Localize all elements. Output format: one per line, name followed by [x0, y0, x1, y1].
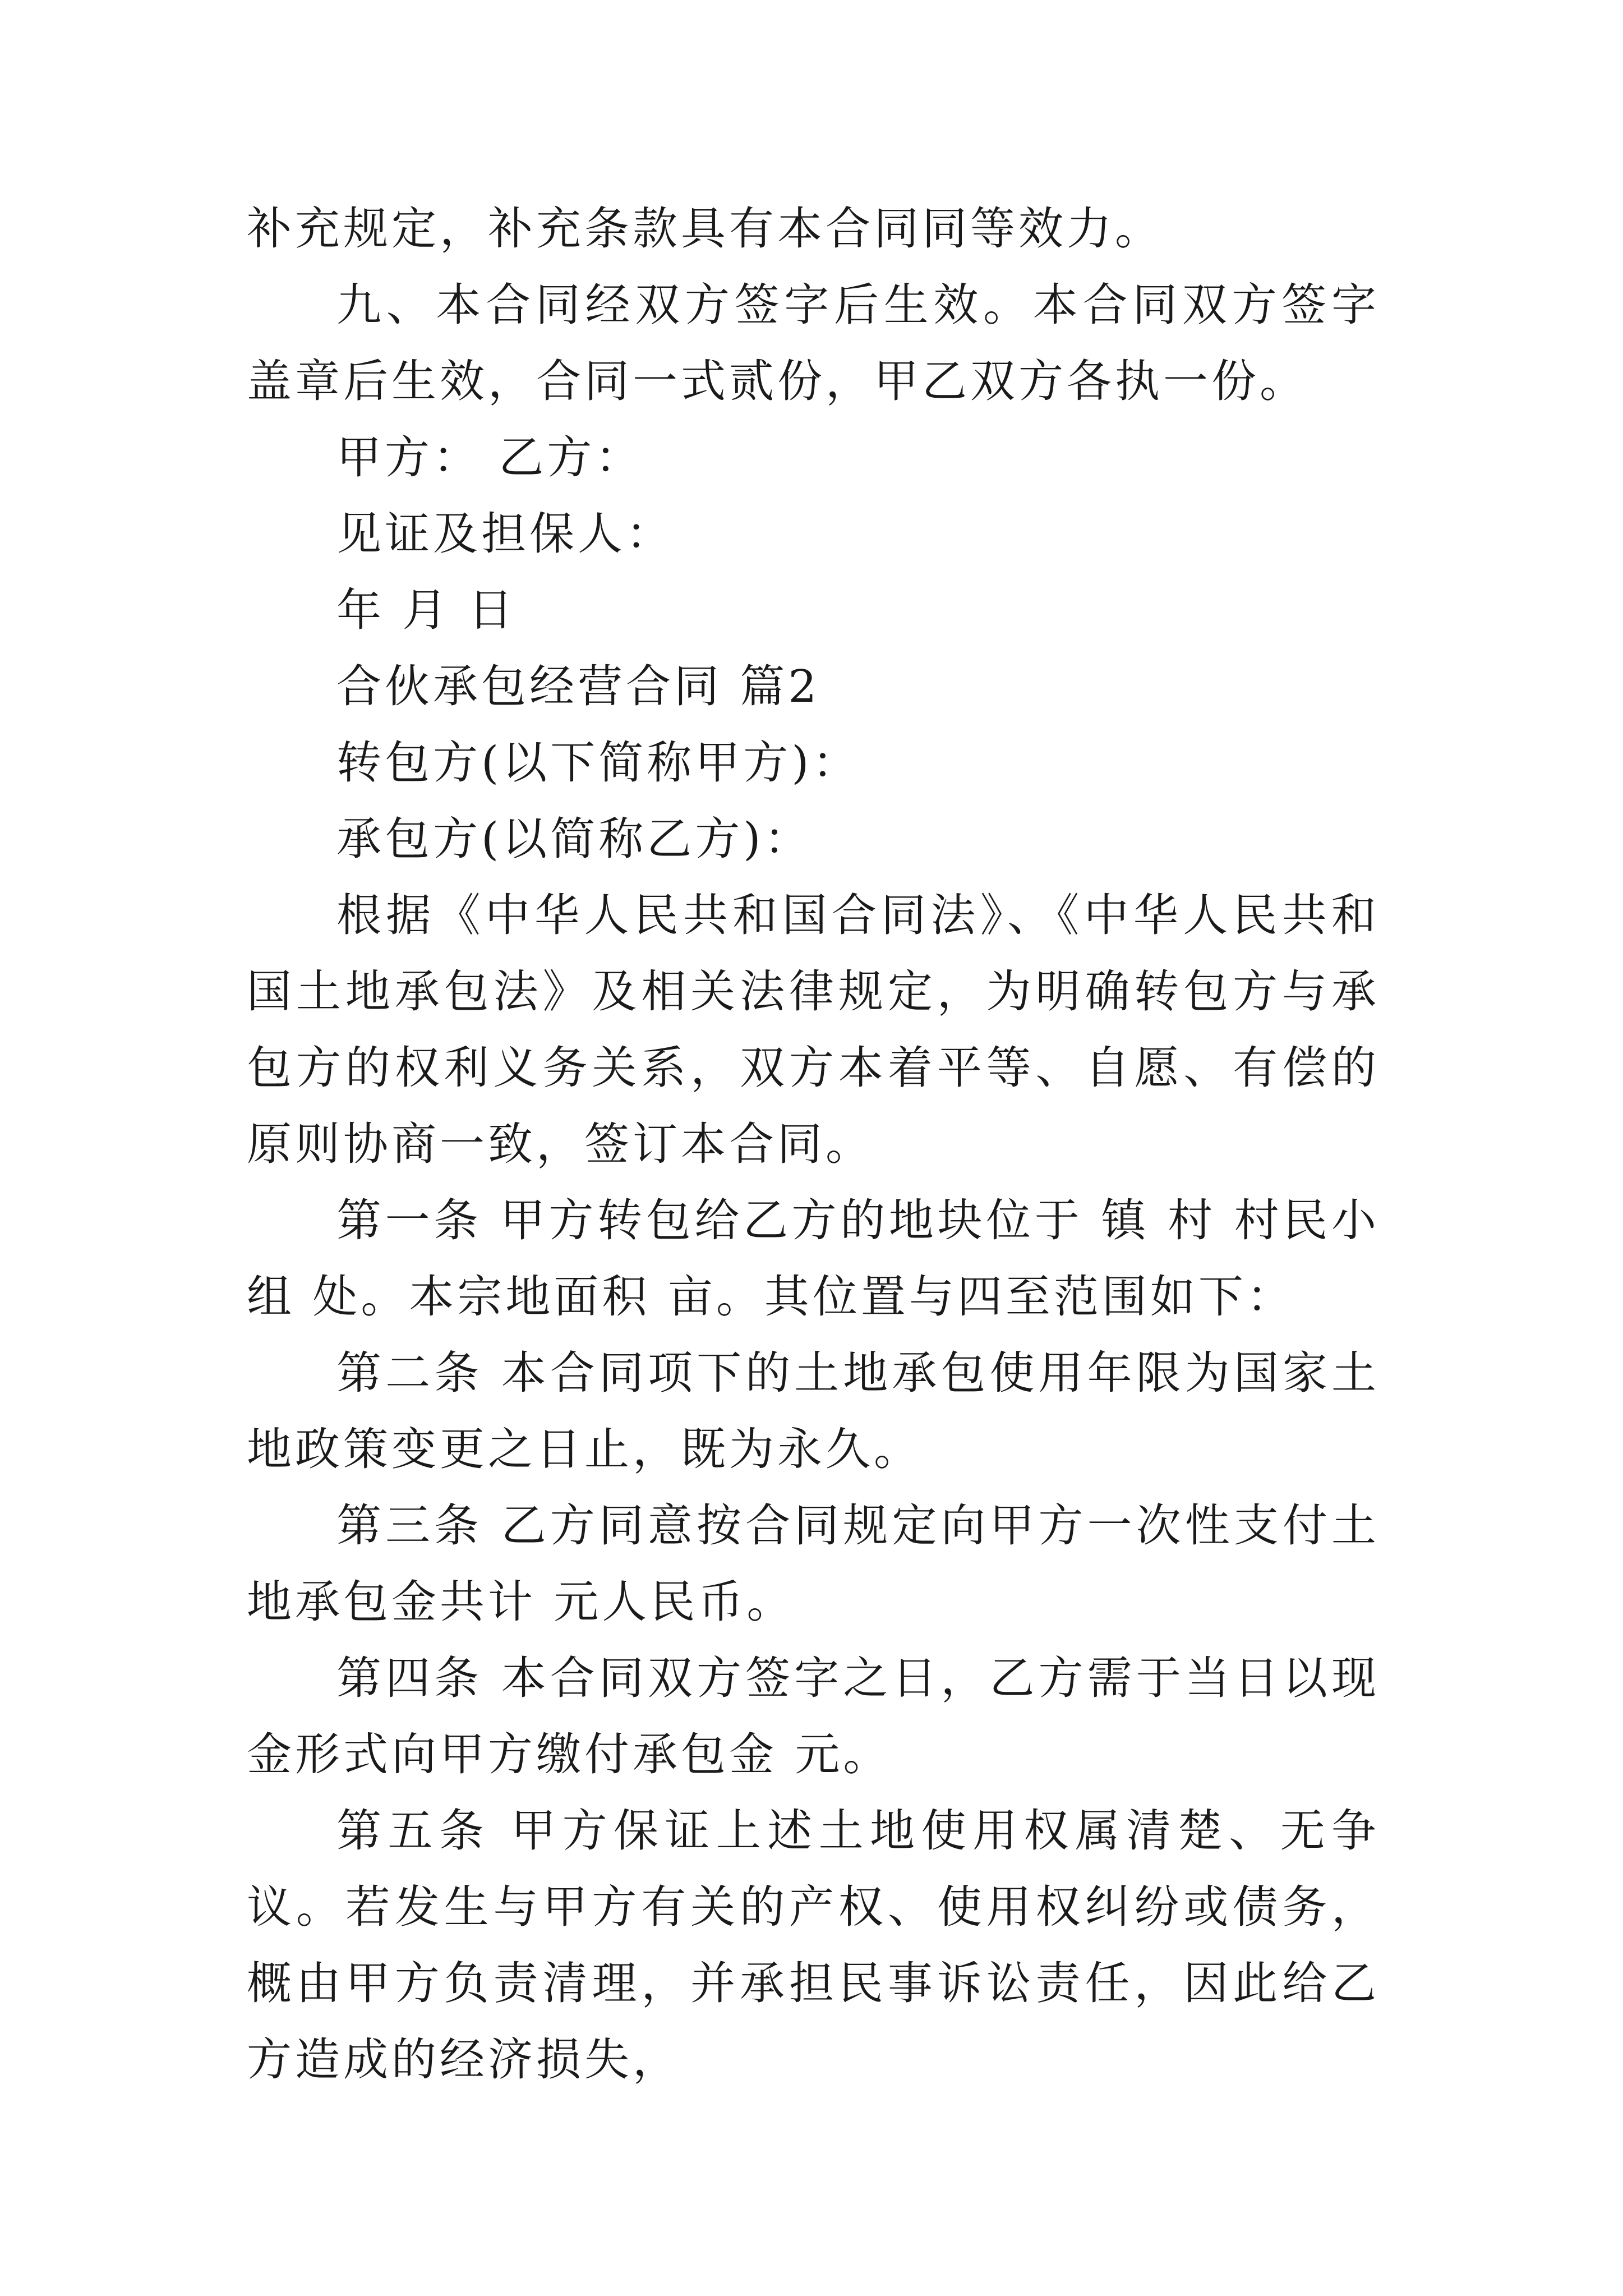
paragraph-supplement-clause: 补充规定，补充条款具有本合同同等效力。 [247, 203, 1163, 255]
paragraph-date-line: 年 月 日 [336, 584, 517, 636]
paragraph-article-five: 第五条 甲方保证上述土地使用权属清楚、无争议。若发生与甲方有关的产权、使用权纠纷或债务，概由甲方负责清理，并承担民事诉讼责任，因此给乙方造成的经济损失， [247, 1805, 1380, 2086]
paragraph-article-two: 第二条 本合同项下的土地承包使用年限为国家土地政策变更之日止，既为永久。 [247, 1347, 1380, 1475]
paragraph-contractor-party-b: 承包方(以简称乙方)： [336, 813, 813, 865]
paragraph-witness-guarantor: 见证及担保人： [336, 508, 674, 560]
paragraph-article-one: 第一条 甲方转包给乙方的地块位于 镇 村 村民小组 处。本宗地面积 亩。其位置与四至范围如下： [247, 1194, 1380, 1323]
paragraph-article-four: 第四条 本合同双方签字之日，乙方需于当日以现金形式向甲方缴付承包金 元。 [247, 1652, 1380, 1780]
paragraph-subcontractor-party-a: 转包方(以下简称甲方)： [336, 737, 861, 789]
section-title-contract-2: 合伙承包经营合同 篇2 [336, 660, 820, 712]
document-body [247, 191, 1380, 2098]
paragraph-party-signatures: 甲方： 乙方： [336, 431, 644, 484]
paragraph-clause-nine: 九、本合同经双方签字后生效。本合同双方签字盖章后生效，合同一式贰份，甲乙双方各执一份。 [247, 279, 1380, 407]
paragraph-article-three: 第三条 乙方同意按合同规定向甲方一次性支付土地承包金共计 元人民币。 [247, 1499, 1380, 1628]
paragraph-preamble: 根据《中华人民共和国合同法》、《中华人民共和国土地承包法》及相关法律规定，为明确转包方与承包方的权利义务关系，双方本着平等、自愿、有偿的原则协商一致，签订本合同。 [247, 889, 1380, 1170]
